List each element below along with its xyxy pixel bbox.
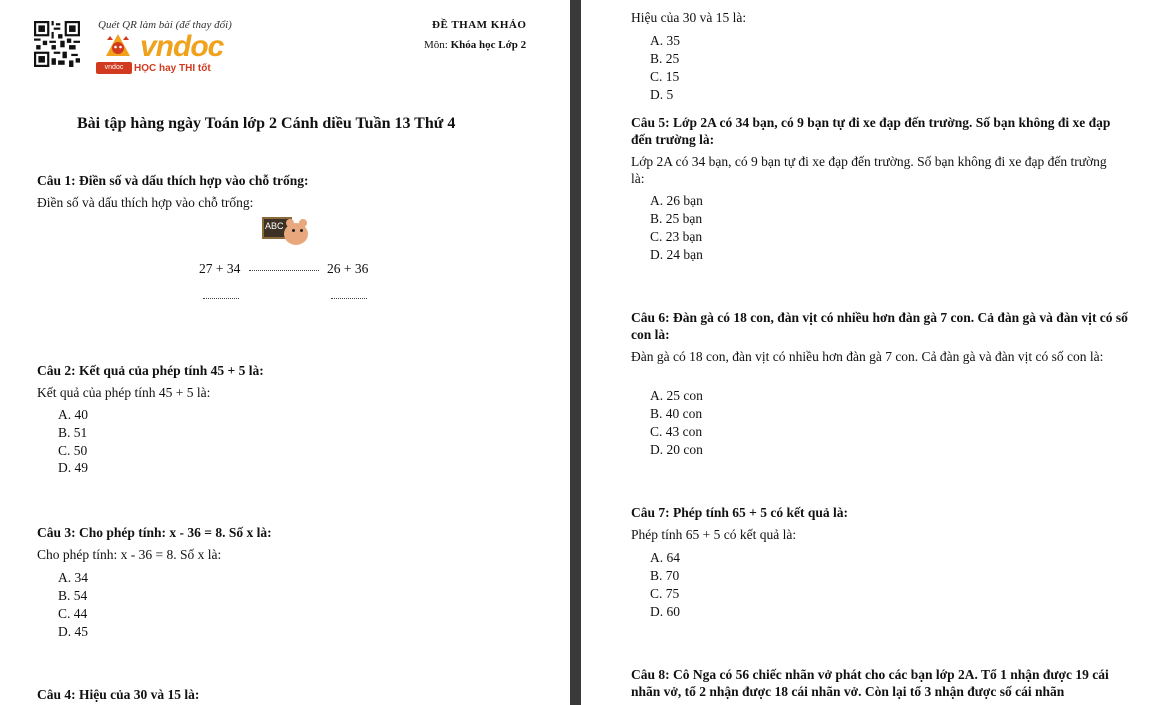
q4-option-a[interactable]: A. 35 bbox=[650, 33, 680, 48]
q1-left-expression: 27 + 34 bbox=[199, 261, 241, 276]
q6-option-a[interactable]: A. 25 con bbox=[650, 388, 703, 403]
q7-option-c[interactable]: C. 75 bbox=[650, 586, 680, 601]
q3-heading: Câu 3: Cho phép tính: x - 36 = 8. Số x là: bbox=[37, 525, 272, 540]
q4-heading: Câu 4: Hiệu của 30 và 15 là: bbox=[37, 687, 200, 702]
q6-option-d[interactable]: D. 20 con bbox=[650, 442, 703, 457]
q7-prompt: Phép tính 65 + 5 có kết quả là: bbox=[631, 527, 797, 542]
logo-mascot-icon bbox=[100, 32, 136, 62]
q3-option-a[interactable]: A. 34 bbox=[58, 570, 88, 585]
q2-option-b[interactable]: B. 51 bbox=[58, 425, 88, 440]
qr-code bbox=[34, 21, 80, 67]
subject-line bbox=[424, 37, 526, 54]
q5-heading: Câu 5: Lớp 2A có 34 bạn, có 9 bạn tự đi xe đạp đến trường. Số bạn không đi xe đạp đến trường là: bbox=[631, 115, 1111, 147]
q1-blank-right[interactable] bbox=[331, 298, 367, 299]
page-divider bbox=[570, 0, 581, 705]
q6-prompt: Đàn gà có 18 con, đàn vịt có nhiều hơn đàn gà 7 con. Cả đàn gà và đàn vịt có số con là: bbox=[631, 349, 1104, 364]
q1-blank-sign[interactable] bbox=[249, 270, 319, 271]
q3-option-d[interactable]: D. 45 bbox=[58, 624, 88, 639]
q1-prompt: Điền số và dấu thích hợp vào chỗ trống: bbox=[37, 195, 254, 210]
q4-option-c[interactable]: C. 15 bbox=[650, 69, 680, 84]
q5-prompt: Lớp 2A có 34 bạn, có 9 bạn tự đi xe đạp đến trường. Số bạn không đi xe đạp đến trường là: bbox=[631, 154, 1107, 186]
q1-bear-board-image bbox=[262, 215, 312, 251]
board-text: ABC bbox=[265, 221, 284, 231]
document-page-right[interactable] bbox=[581, 0, 1152, 705]
q5-option-a[interactable]: A. 26 bạn bbox=[650, 193, 703, 208]
logo-wordmark: vndoc bbox=[140, 30, 224, 63]
q2-prompt: Kết quả của phép tính 45 + 5 là: bbox=[37, 385, 211, 400]
q7-option-b[interactable]: B. 70 bbox=[650, 568, 680, 583]
q3-option-b[interactable]: B. 54 bbox=[58, 588, 88, 603]
q1-right-expression: 26 + 36 bbox=[327, 261, 369, 276]
page-title: Bài tập hàng ngày Toán lớp 2 Cánh diều Tuần 13 Thứ 4 bbox=[77, 115, 456, 132]
q5-option-c[interactable]: C. 23 bạn bbox=[650, 229, 703, 244]
q5-option-b[interactable]: B. 25 bạn bbox=[650, 211, 703, 226]
qr-note: Quét QR làm bài (để thay đổi) bbox=[98, 19, 232, 31]
q2-option-a[interactable]: A. 40 bbox=[58, 407, 88, 422]
q6-option-b[interactable]: B. 40 con bbox=[650, 406, 703, 421]
q2-option-c[interactable]: C. 50 bbox=[58, 443, 88, 458]
q7-option-d[interactable]: D. 60 bbox=[650, 604, 680, 619]
q1-blank-left[interactable] bbox=[203, 298, 239, 299]
q1-heading: Câu 1: Điền số và dấu thích hợp vào chỗ trống: bbox=[37, 173, 309, 188]
subject-label: Môn: bbox=[424, 39, 451, 51]
logo-slogan: HỌC hay THI tốt bbox=[134, 63, 211, 74]
document-page-left[interactable] bbox=[0, 0, 570, 705]
q7-heading: Câu 7: Phép tính 65 + 5 có kết quả là: bbox=[631, 505, 848, 520]
subject-value: Khóa học Lớp 2 bbox=[450, 39, 527, 51]
q4-option-d[interactable]: D. 5 bbox=[650, 87, 674, 102]
q4-prompt: Hiệu của 30 và 15 là: bbox=[631, 10, 747, 25]
q3-option-c[interactable]: C. 44 bbox=[58, 606, 88, 621]
q3-prompt: Cho phép tính: x - 36 = 8. Số x là: bbox=[37, 547, 222, 562]
q2-heading: Câu 2: Kết quả của phép tính 45 + 5 là: bbox=[37, 363, 264, 378]
q6-heading: Câu 6: Đàn gà có 18 con, đàn vịt có nhiều hơn đàn gà 7 con. Cả đàn gà và đàn vịt có số con là: bbox=[631, 310, 1128, 342]
q2-option-d[interactable]: D. 49 bbox=[58, 460, 88, 475]
q6-option-c[interactable]: C. 43 con bbox=[650, 424, 703, 439]
reference-title: ĐỀ THAM KHẢO bbox=[432, 19, 527, 31]
logo-badge: vndoc bbox=[96, 62, 132, 74]
q8-heading: Câu 8: Cô Nga có 56 chiếc nhãn vở phát cho các bạn lớp 2A. Tổ 1 nhận được 19 cái nhãn vở, tổ 2 nhận được 18 cái nhãn vở. Còn lại tổ 3 nhận được số cái nhãn bbox=[631, 667, 1109, 699]
q5-option-d[interactable]: D. 24 bạn bbox=[650, 247, 703, 262]
q7-option-a[interactable]: A. 64 bbox=[650, 550, 680, 565]
q4-option-b[interactable]: B. 25 bbox=[650, 51, 680, 66]
